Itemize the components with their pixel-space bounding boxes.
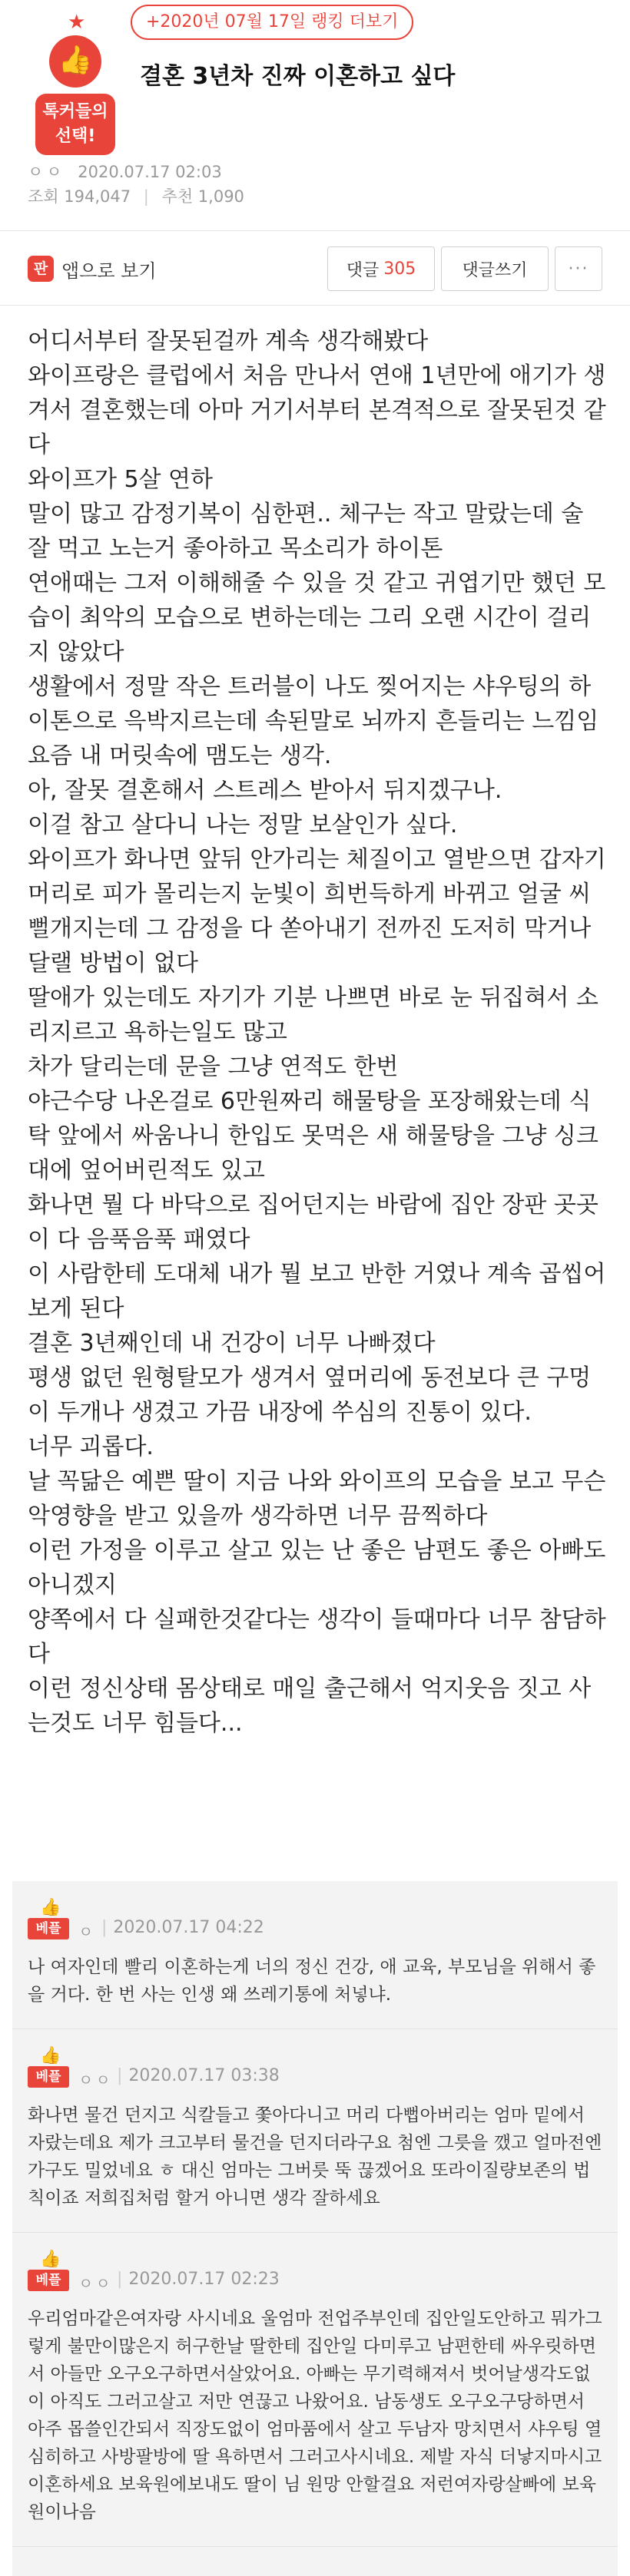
ranking-more-link[interactable]: +2020년 07월 17일 랭킹 더보기 xyxy=(131,5,413,40)
best-tag: 베플 xyxy=(28,1918,69,1939)
best-tag: 베플 xyxy=(28,2066,69,2088)
post-paragraph: 이 사람한테 도대체 내가 뭘 보고 반한 거였나 계속 곱씹어보게 된다 xyxy=(28,1261,606,1322)
thumbs-up-icon: 👍 xyxy=(40,2250,61,2269)
post-date: 2020.07.17 02:03 xyxy=(78,163,222,181)
comment-date: | 2020.07.17 02:23 xyxy=(117,2270,280,2289)
post-paragraph: 결혼 3년째인데 내 건강이 너무 나빠졌다 xyxy=(28,1330,436,1357)
post-meta-author-date xyxy=(28,160,222,183)
comment-item xyxy=(12,1881,618,2029)
recommend-count: 추천 1,090 xyxy=(161,187,244,206)
post-paragraph: 딸애가 있는데도 자기가 기분 나쁘면 바로 눈 뒤집혀서 소리지르고 욕하는일도 많고 xyxy=(28,984,598,1046)
comment-header xyxy=(12,2251,618,2299)
comment-author[interactable]: ㅇ xyxy=(78,1923,96,1941)
meta-divider: | xyxy=(143,187,149,206)
post-meta-stats xyxy=(28,184,244,207)
comment-item xyxy=(12,2029,618,2233)
post-paragraph: 아, 잘못 결혼해서 스트레스 받아서 뒤지겠구나. xyxy=(28,777,502,804)
comment-author[interactable]: ㅇㅇ xyxy=(78,2071,113,2089)
comment-date-text: 2020.07.17 03:38 xyxy=(128,2066,280,2085)
post-paragraph: 어디서부터 잘못된걸까 계속 생각해봤다 xyxy=(28,328,429,355)
comments-label: 댓글 xyxy=(346,260,380,280)
post-paragraph: 평생 없던 원형탈모가 생겨서 옆머리에 동전보다 큰 구멍이 두개나 생겼고 가끔 내장에 쑤심의 진통이 있다. xyxy=(28,1364,592,1426)
open-in-app-button[interactable] xyxy=(28,251,157,286)
post-paragraph: 이걸 참고 살다니 나는 정말 보살인가 싶다. xyxy=(28,812,458,838)
comment-date-text: 2020.07.17 04:22 xyxy=(113,1918,264,1937)
post-body xyxy=(28,324,612,1741)
comments-count: 305 xyxy=(383,259,416,279)
best-comment-badge xyxy=(28,1900,69,1941)
comment-date: | 2020.07.17 03:38 xyxy=(117,2066,280,2085)
write-comment-button[interactable]: 댓글쓰기 xyxy=(441,246,549,291)
thumbs-up-icon: 👍 xyxy=(40,1898,61,1917)
post-paragraph: 말이 많고 감정기복이 심한편.. 체구는 작고 말랐는데 술 잘 먹고 노는거 좋아하고 목소리가 하이톤 xyxy=(28,501,584,562)
comment-header xyxy=(12,2048,618,2095)
app-icon: 판 xyxy=(28,256,54,282)
post-paragraph: 화나면 뭘 다 바닥으로 집어던지는 바람에 집안 장판 곳곳이 다 음푹음푹 패였다 xyxy=(28,1192,598,1253)
thumbs-up-icon: 👍 xyxy=(49,35,101,88)
best-comments xyxy=(12,1881,618,2576)
comment-date: | 2020.07.17 04:22 xyxy=(101,1918,264,1937)
best-tag: 베플 xyxy=(28,2270,69,2291)
star-icon: ★ xyxy=(68,11,86,34)
comment-text: 화나면 물건 던지고 식칼들고 쫓아다니고 머리 다뻡아버리는 엄마 밑에서 자랐는데요 제가 크고부터 물건을 던지더라구요 첨엔 그릇을 깼고 얼마전엔 가구도 밀었네요 ㅎ 대신 엄마는 그버릇 뚝 끊겠어요 또라이질량보존의 법칙이죠 저희집처럼 할거 아니면 생각 잘하세요 xyxy=(28,2105,602,2208)
post-paragraph: 날 꼭닮은 예쁜 딸이 지금 나와 와이프의 모습을 보고 무슨 악영향을 받고 있을까 생각하면 너무 끔찍하다 xyxy=(28,1468,606,1529)
author-name[interactable]: ㅇㅇ xyxy=(28,163,65,181)
comment-date-text: 2020.07.17 02:23 xyxy=(128,2270,280,2289)
post-paragraph: 이런 정신상태 몸상태로 매일 출근해서 억지웃음 짓고 사는것도 너무 힘들다... xyxy=(28,1675,592,1737)
comments-button[interactable] xyxy=(327,246,435,291)
view-count: 조회 194,047 xyxy=(28,187,131,206)
post-paragraph: 이런 가정을 이루고 살고 있는 난 좋은 남편도 좋은 아빠도 아니겠지 xyxy=(28,1537,606,1599)
more-options-button[interactable]: ··· xyxy=(555,246,602,291)
post-paragraph: 와이프가 5살 연하 xyxy=(28,466,214,493)
post-title: 결혼 3년차 진짜 이혼하고 싶다 xyxy=(140,63,456,90)
open-in-app-label: 앱으로 보기 xyxy=(61,260,157,282)
post-header xyxy=(0,0,630,230)
post-paragraph: 차가 달리는데 문을 그냥 연적도 한번 xyxy=(28,1053,399,1080)
comment-text: 우리엄마같은여자랑 사시네요 울엄마 전업주부인데 집안일도안하고 뭐가그렇게 불만이많은지 허구한날 딸한테 집안일 다미루고 남편한테 싸우릿하면서 아들만 오구오구하면서살았어요. 아빠는 무기력해져서 벗어날생각도없이 아직도 그러고살고 저만 연끊고 나왔어요. 남동생도 오구오구당하면서 아주 몹쓸인간되서 직장도없이 엄마품에서 살고 두남자 망치면서 샤우팅 열심히하고 사방팔방에 딸 욕하면서 그러고사시네요. 제발 자식 더낳지마시고 이혼하세요 보육원에보내도 딸이 님 원망 안할걸요 저런여자랑살빠에 보육원이나음 xyxy=(28,2309,602,2522)
comment-item xyxy=(12,2233,618,2547)
post-paragraph: 와이프가 화나면 앞뒤 안가리는 체질이고 열받으면 갑자기 머리로 피가 몰리는지 눈빛이 희번득하게 바뀌고 얼굴 씨뻘개지는데 그 감정을 다 쏟아내기 전까진 도저히 막거나 달랠 방법이 없다 xyxy=(28,846,606,977)
comment-author[interactable]: ㅇㅇ xyxy=(78,2274,113,2293)
post-paragraph: 너무 괴롭다. xyxy=(28,1433,154,1460)
thumbs-up-icon: 👍 xyxy=(40,2046,61,2065)
comment-text: 나 여자인데 빨리 이혼하는게 너의 정신 건강, 애 교육, 부모님을 위해서 좋을 거다. 한 번 사는 인생 왜 쓰레기통에 처넣냐. xyxy=(28,1957,596,2005)
post-paragraph: 야근수당 나온걸로 6만원짜리 해물탕을 포장해왔는데 식탁 앞에서 싸움나니 한입도 못먹은 새 해물탕을 그냥 싱크대에 엎어버린적도 있고 xyxy=(28,1088,598,1184)
best-comment-badge xyxy=(28,2048,69,2089)
comment-buttons xyxy=(321,246,602,291)
badge-label: 톡커들의 선택! xyxy=(35,94,115,155)
comment-header xyxy=(12,1900,618,1947)
post-paragraph: 생활에서 정말 작은 트러블이 나도 찢어지는 샤우팅의 하이톤으로 윽박지르는데 속된말로 뇌까지 흔들리는 느낌임 xyxy=(28,673,599,735)
best-comment-badge xyxy=(28,2251,69,2293)
post-paragraph: 연애때는 그저 이해해줄 수 있을 것 같고 귀엽기만 했던 모습이 최악의 모습으로 변하는데는 그리 오랜 시간이 걸리지 않았다 xyxy=(28,570,606,666)
talkers-choice-badge xyxy=(31,12,120,158)
post-paragraph: 양쪽에서 다 실패한것같다는 생각이 들때마다 너무 참담하다 xyxy=(28,1606,606,1668)
action-bar xyxy=(0,230,630,306)
post-paragraph: 와이프랑은 클럽에서 처음 만나서 연애 1년만에 애기가 생겨서 결혼했는데 아마 거기서부터 본격적으로 잘못된것 같다 xyxy=(28,362,606,458)
post-paragraph: 요즘 내 머릿속에 맴도는 생각. xyxy=(28,742,332,769)
